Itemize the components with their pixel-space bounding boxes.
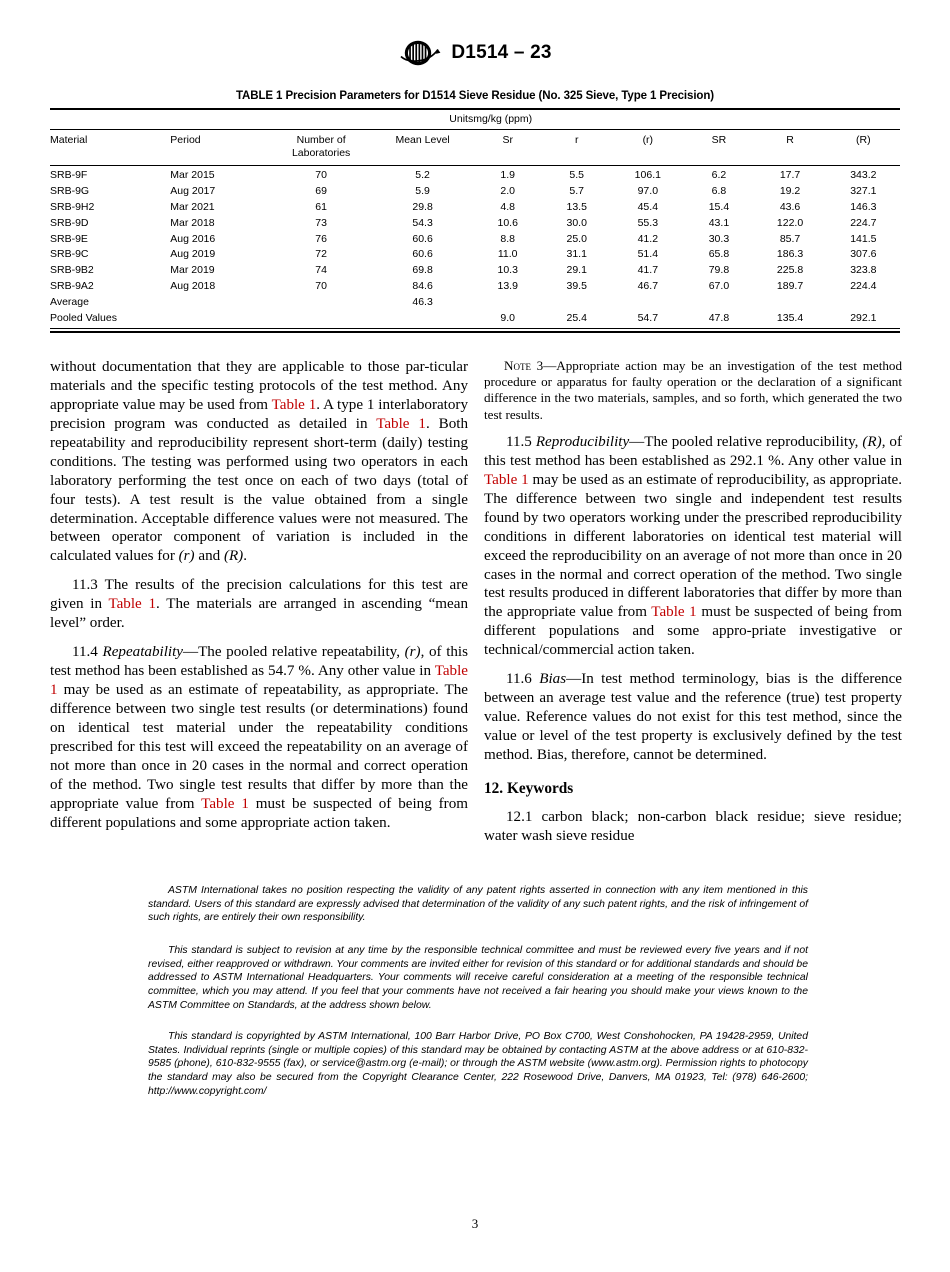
col-header-material: Material (50, 130, 170, 166)
note-3 (484, 358, 902, 423)
cell-R: 85.7 (779, 232, 801, 245)
cell-R: 135.4 (776, 311, 804, 324)
para-text: , of this test method has been established as 292.1 %. Any other value in (484, 433, 902, 469)
legal-text: This standard is subject to revision at any time by the responsible technical committee and must be reviewed every five years and if not revised, either reapproved or withdrawn. Your comments are invited either for revision of this standard or for additional standards and should be addressed to ASTM International Headquarters. Your comments will receive careful consideration at a meeting of the responsible technical committee, which you may attend. If you feel that your comments have not received a fair hearing you should make your views known to the ASTM Committee on Standards, at the address shown below. (148, 945, 808, 1011)
table-title: TABLE 1 Precision Parameters for D1514 Sieve Residue (No. 325 Sieve, Type 1 Precision) (235, 90, 715, 102)
cell-r: 13.5 (566, 200, 587, 213)
section-heading-keywords: 12. Keywords (484, 779, 574, 797)
cell-mean: 5.2 (415, 169, 430, 182)
col-header-SR: SR (684, 130, 753, 166)
cell-r: 31.1 (566, 248, 587, 261)
para-number: 11.6 (506, 671, 540, 688)
table-header-row (50, 130, 900, 166)
para-text: must be suspected of being from different populations and some appro-priate investigative or technical/commercial action taken. (484, 604, 903, 659)
col-header-laboratories (270, 130, 372, 166)
cell-sr (473, 295, 542, 311)
cell-rel-R: 292.1 (850, 311, 877, 324)
cell-R (753, 295, 826, 311)
cell-rel-R: 141.5 (850, 232, 877, 245)
cell-material: SRB-9E (50, 232, 88, 245)
cell-material: Average (50, 295, 89, 308)
cell-rel-R: 327.1 (850, 185, 877, 198)
col-header-laboratories-line2: Laboratories (291, 147, 351, 160)
precision-table-container (50, 90, 900, 333)
cell-rel-r: 55.3 (637, 216, 659, 229)
cell-labs: 72 (315, 248, 327, 261)
cell-period: Mar 2019 (170, 264, 215, 277)
cell-mean: 5.9 (415, 185, 430, 198)
page-number: 3 (471, 1216, 479, 1231)
cell-sr: 13.9 (497, 280, 518, 293)
cell-period: Aug 2017 (170, 185, 216, 198)
cell-rel-r: 41.7 (637, 264, 659, 277)
cell-R: 19.2 (779, 185, 801, 198)
table-row (50, 247, 900, 263)
cell-r (542, 295, 611, 311)
cell-SR: 15.4 (708, 200, 730, 213)
cell-rel-r: 51.4 (637, 248, 659, 261)
para-text: without documentation that they are applicable to those par-ticular materials and the specific testing protocols of the test method. Any appropriate value may be used from (50, 359, 468, 413)
cell-r: 25.0 (566, 232, 587, 245)
cell-mean (372, 311, 473, 327)
col-header-R: R (753, 130, 826, 166)
cell-r: 29.1 (566, 264, 587, 277)
cell-labs (270, 311, 372, 327)
para-text: —The pooled relative reproducibility, (629, 433, 863, 450)
cell-sr: 10.6 (497, 216, 518, 229)
cell-R: 225.8 (776, 264, 804, 277)
cell-labs: 70 (315, 169, 327, 182)
document-designation: D1514 – 23 (451, 42, 552, 63)
para-number: 11.5 (506, 433, 536, 450)
cell-period: Aug 2018 (170, 280, 216, 293)
cell-R: 189.7 (776, 280, 804, 293)
table-row-average (50, 295, 900, 311)
table-reference-link[interactable]: Table 1 (651, 604, 697, 621)
cell-labs: 73 (315, 216, 327, 229)
cell-period: Mar 2018 (170, 216, 215, 229)
table-row (50, 166, 900, 184)
table-row (50, 231, 900, 247)
col-header-period: Period (170, 130, 270, 166)
cell-period: Aug 2016 (170, 232, 216, 245)
table-row-pooled (50, 311, 900, 327)
cell-period: Mar 2021 (170, 200, 215, 213)
para-text: . A type 1 interlaboratory precision program was conducted as detailed in (50, 396, 468, 432)
cell-rel-r: 45.4 (637, 200, 659, 213)
cell-rel-r (611, 295, 684, 311)
cell-r: 30.0 (566, 216, 587, 229)
table-bottom-rule (50, 328, 900, 333)
cell-material: Pooled Values (50, 311, 117, 324)
cell-mean: 54.3 (412, 216, 433, 229)
cell-SR: 47.8 (708, 311, 730, 324)
table-units-row (50, 109, 900, 130)
col-header-r: r (542, 130, 611, 166)
cell-labs: 76 (315, 232, 327, 245)
cell-labs: 74 (315, 264, 327, 277)
para-text: , of this test method has been established as 54.7 %. Any other value in (50, 644, 468, 680)
cell-R: 43.6 (779, 200, 801, 213)
cell-r: 5.5 (569, 169, 584, 182)
para-text: . The materials are arranged in ascending “mean level” order. (50, 596, 468, 632)
body-column-right (484, 358, 902, 846)
cell-rel-R: 323.8 (850, 264, 877, 277)
cell-material: SRB-9D (50, 216, 89, 229)
cell-mean: 69.8 (412, 264, 433, 277)
cell-r: 25.4 (566, 311, 587, 324)
cell-SR: 67.0 (708, 280, 730, 293)
para-text: must be suspected of being from different populations and some appropriate action taken. (50, 795, 468, 831)
para-text: may be used as an estimate of reproducibility, as appropriate. The difference between two single and independent test results found by two operators working under the prescribed reproducibility conditions in different laboratories on identical test material will exceed the reproducibility on an average of not more than once in 20 cases in the normal and correct operation of the method. Two single test results produced in different laboratories that differ by more than the appropriate value from (484, 471, 902, 621)
cell-SR (684, 295, 753, 311)
cell-rel-r: 54.7 (637, 311, 659, 324)
paragraph-11-3 (50, 576, 468, 633)
cell-rel-R (827, 295, 900, 311)
cell-sr: 4.8 (500, 200, 515, 213)
symbol-R: (R) (223, 548, 244, 565)
cell-sr: 10.3 (497, 264, 518, 277)
cell-sr: 2.0 (500, 185, 515, 198)
cell-material: SRB-9A2 (50, 280, 94, 293)
cell-rel-R: 224.7 (850, 216, 877, 229)
term-reproducibility: Reproducibility (535, 433, 630, 450)
table-reference-link[interactable]: Table 1 (201, 795, 249, 812)
paragraph-11-6-bias (484, 670, 902, 765)
cell-rel-R: 307.6 (850, 248, 877, 261)
cell-period: Aug 2019 (170, 248, 216, 261)
cell-mean: 29.8 (412, 200, 433, 213)
cell-labs (270, 295, 372, 311)
cell-mean: 46.3 (412, 295, 433, 308)
cell-R: 186.3 (776, 248, 804, 261)
cell-SR: 30.3 (708, 232, 730, 245)
cell-R: 17.7 (779, 169, 801, 182)
term-repeatability: Repeatability (102, 644, 183, 661)
para-text: . Both repeatability and reproducibility represent short-term (daily) testing conditions. The testing was performed using two operators in each laboratory performing the test once on each of two days (total of four tests). A test result is the value obtained from a single determination. Acceptable difference values were not measured. The between operator component of variation is included in the calculated values for (50, 415, 469, 565)
para-text: 11.3 The results of the precision calculations for this test are given in (50, 577, 468, 613)
symbol-r: (r) (178, 548, 195, 565)
table-row (50, 263, 900, 279)
table-reference-link[interactable]: Table 1 (271, 396, 317, 413)
table-reference-link[interactable]: Table 1 (108, 596, 157, 613)
cell-sr: 9.0 (500, 311, 515, 324)
para-text: and (194, 548, 224, 565)
cell-period: Mar 2015 (170, 169, 215, 182)
cell-period (170, 295, 270, 311)
table-row (50, 200, 900, 216)
cell-rel-r: 106.1 (634, 169, 661, 182)
cell-labs: 69 (315, 185, 327, 198)
para-text: —In test method terminology, bias is the difference between an average test value and the reference (true) test property value. Reference values do not exist for this test method, since the value or level of the test property is exclusively defined by the test method. Bias, therefore, cannot be determined. (484, 671, 902, 763)
table-reference-link[interactable]: Table 1 (376, 415, 426, 432)
table-reference-link[interactable]: Table 1 (50, 663, 468, 698)
para-text: may be used as an estimate of repeatability, as appropriate. The difference between two single test results (or determinations) found on identical test material under the repeatability conditions prescribed for this test will exceed the repeatability on an average of not more than once in 20 cases in the normal and correct operation of the method. Two single test results that differ by more than the appropriate value from (50, 682, 468, 812)
cell-rel-r: 97.0 (637, 185, 659, 198)
cell-material: SRB-9G (50, 185, 90, 198)
col-header-sr: Sr (473, 130, 542, 166)
cell-mean: 60.6 (412, 232, 433, 245)
legal-copyright-notice (148, 1030, 808, 1099)
symbol-R: (R) (862, 433, 882, 450)
cell-rel-r: 41.2 (637, 232, 659, 245)
paragraph-continuation (50, 358, 468, 566)
cell-sr: 11.0 (497, 248, 518, 261)
legal-patent-notice (148, 884, 808, 925)
term-bias: Bias (539, 671, 567, 688)
cell-mean: 60.6 (412, 248, 433, 261)
cell-material: SRB-9C (50, 248, 89, 261)
symbol-r: (r) (404, 644, 421, 661)
cell-SR: 6.8 (711, 185, 727, 198)
note-text: —Appropriate action may be an investigation of the test method procedure or apparatus for faulty operation or the declaration of a significant difference in the two materials, samples, and so forth, which generated the two test results. (484, 358, 902, 422)
cell-labs: 61 (315, 200, 327, 213)
cell-r: 39.5 (566, 280, 587, 293)
col-header-rel-r: (r) (611, 130, 684, 166)
legal-text: This standard is copyrighted by ASTM International, 100 Barr Harbor Drive, PO Box C700, West Conshohocken, PA 19428-2959, United States. Individual reprints (single or multiple copies) of this standard may be obtained by contacting ASTM at the above address or at 610-832-9585 (phone), 610-832-9555 (fax), or service@astm.org (e-mail); or through the ASTM website (www.astm.org). Permission rights to photocopy the standard may also be secured from the Copyright Clearance Center, 222 Rosewood Drive, Danvers, MA 01923, Tel: (978) 646-2600; http://www.copyright.com/ (148, 1031, 808, 1097)
cell-SR: 79.8 (708, 264, 730, 277)
document-header (0, 40, 950, 66)
table-row (50, 279, 900, 295)
cell-labs: 70 (315, 280, 327, 293)
table-row (50, 216, 900, 232)
cell-material: SRB-9F (50, 169, 88, 182)
cell-rel-R: 343.2 (850, 169, 877, 182)
cell-rel-R: 224.4 (850, 280, 877, 293)
cell-period (170, 311, 270, 327)
cell-SR: 6.2 (711, 169, 727, 182)
cell-material: SRB-9B2 (50, 264, 94, 277)
cell-SR: 43.1 (708, 216, 730, 229)
units-label: Units (50, 109, 473, 130)
cell-sr: 1.9 (500, 169, 515, 182)
cell-r: 5.7 (569, 185, 584, 198)
astm-logo-icon (398, 40, 442, 66)
paragraph-12-1-keywords: 12.1 carbon black; non-carbon black residue; sieve residue; water wash sieve residue (484, 809, 902, 844)
cell-sr: 8.8 (500, 232, 515, 245)
cell-rel-r: 46.7 (637, 280, 659, 293)
para-number: 11.4 (72, 644, 103, 661)
cell-mean: 84.6 (412, 280, 433, 293)
legal-revision-notice (148, 944, 808, 1013)
paragraph-11-5-reproducibility (484, 433, 902, 660)
col-header-rel-R: (R) (827, 130, 900, 166)
para-text: . (243, 548, 247, 565)
precision-table (50, 108, 900, 326)
col-header-laboratories-line1: Number of (296, 134, 346, 146)
cell-R: 122.0 (776, 216, 804, 229)
col-header-mean-level: Mean Level (372, 130, 473, 166)
body-column-left (50, 358, 468, 833)
units-value: mg/kg (ppm) (473, 109, 900, 130)
paragraph-11-4-repeatability (50, 643, 468, 832)
note-label: Note 3 (504, 358, 544, 373)
table-row (50, 184, 900, 200)
cell-SR: 65.8 (708, 248, 730, 261)
para-text: —The pooled relative repeatability, (182, 644, 405, 661)
cell-material: SRB-9H2 (50, 200, 95, 213)
table-reference-link[interactable]: Table 1 (484, 471, 529, 488)
legal-text: ASTM International takes no position respecting the validity of any patent rights asserted in connection with any item mentioned in this standard. Users of this standard are expressly advised that determination of the validity of any such patent rights, and the risk of infringement of such rights, are entirely their own responsibility. (148, 885, 808, 924)
cell-rel-R: 146.3 (850, 200, 877, 213)
